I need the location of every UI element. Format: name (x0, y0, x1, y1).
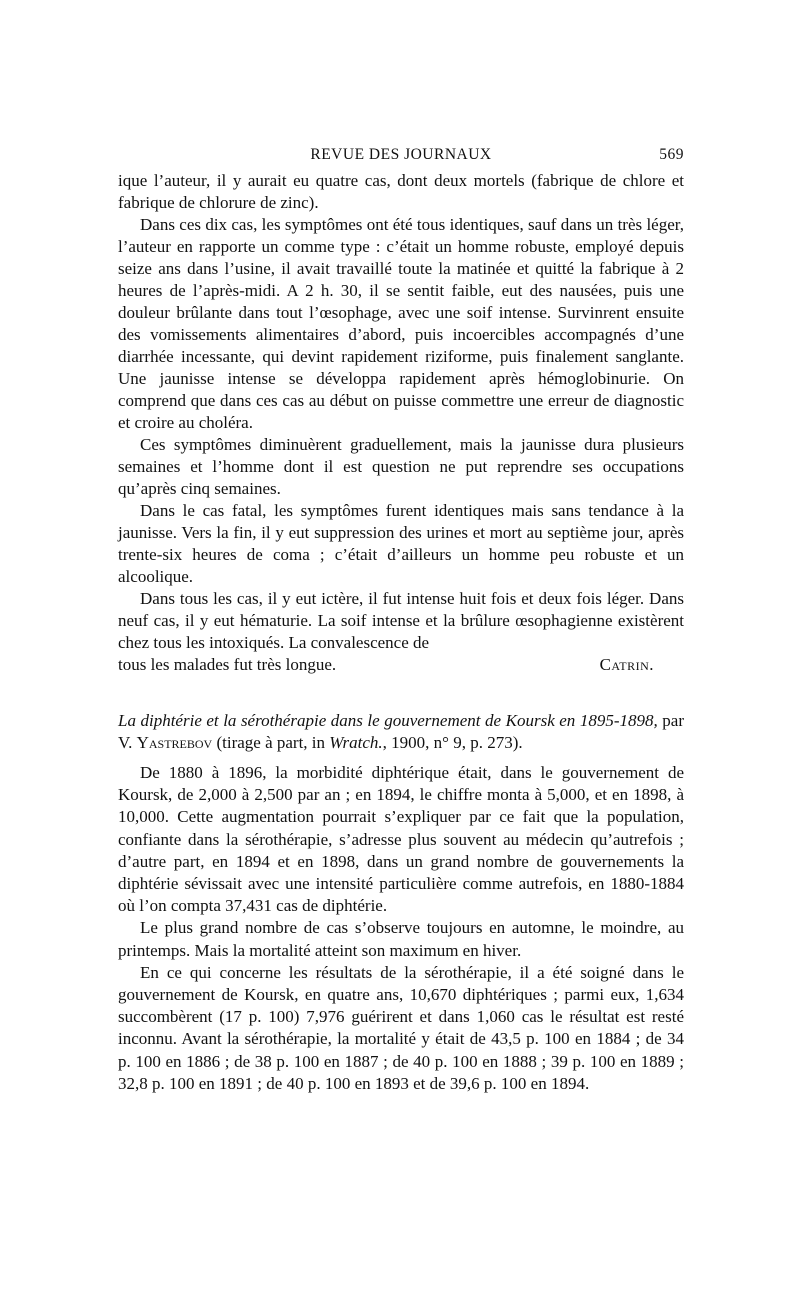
article-title: La diphtérie et la sérothérapie dans le gouvernement de Koursk en 1895-1898, (118, 711, 658, 730)
paragraph: Ces symptômes diminuèrent graduellement, mais la jaunisse dura plusieurs semaines et l’homme dont il est question ne put reprendre ses occupations qu’après cinq semaines. (118, 435, 684, 498)
page-number: 569 (659, 146, 684, 163)
heading-by: par V. (118, 711, 684, 752)
paragraph-end: tous les malades fut très longue. (118, 655, 337, 674)
paragraph: En ce qui concerne les résultats de la sérothérapie, il a été soigné dans le gouvernement de Koursk, en quatre ans, 10,670 diphtériques ; parmi eux, 1,634 succombèrent (17 p. 100) 7,976 guérirent et dans 1,060 cas le résultat est resté inconnu. Avant la sérothérapie, la mortalité y était de 43,5 p. 100 en 1884 ; de 34 p. 100 en 1886 ; de 38 p. 100 en 1887 ; de 40 p. 100 en 1888 ; 39 p. 100 en 1889 ; 32,8 p. 100 en 1891 ; de 40 p. 100 en 1893 et de 39,6 p. 100 en 1894. (118, 962, 684, 1093)
document-page (118, 144, 684, 1095)
journal-name: Wratch. (329, 733, 383, 752)
paragraph: Dans tous les cas, il y eut ictère, il fut intense huit fois et deux fois léger. Dans neuf cas, il y eut hématurie. La soif intense et la brûlure œsophagienne existèrent chez tous les intoxiqués. La convalescence de (118, 589, 684, 652)
article-heading (118, 710, 684, 754)
paragraph: Dans ces dix cas, les symptômes ont été tous identiques, sauf dans un très léger, l’auteur en rapporte un comme type : c’était un homme robuste, employé depuis seize ans dans l’usine, il avait travaillé toute la matinée et quitté la fabrique à 2 heures de l’après-midi. A 2 h. 30, il se sentit faible, eut des nausées, puis une douleur brûlante dans tout l’œsophage, avec une soif intense. Survinrent ensuite des vomissements alimentaires d’abord, puis incoercibles accompagnés d’une diarrhée incessante, qui devint rapidement riziforme, puis finalement sanglante. Une jaunisse intense se développa rapidement après hémoglobinurie. On comprend que dans ces cas au début on puisse commettre une erreur de diagnostic et croire au choléra. (118, 215, 684, 432)
paragraph: Dans le cas fatal, les symptômes furent identiques mais sans tendance à la jaunisse. Vers la fin, il y eut suppression des urines et mort au septième jour, après trente-six heures de coma ; c’était d’ailleurs un homme peu robuste et un alcoolique. (118, 501, 684, 586)
section-gap (118, 676, 684, 710)
running-header (118, 144, 684, 170)
article-diphtheria (118, 710, 684, 1095)
closing-line (118, 654, 684, 676)
paragraph: Le plus grand nombre de cas s’observe toujours en automne, le moindre, au printemps. Mais la mortalité atteint son maximum en hiver. (118, 918, 684, 960)
article-author: Yastrebov (136, 733, 213, 752)
article-catrin (118, 170, 684, 676)
paragraph: ique l’auteur, il y aurait eu quatre cas, dont deux mortels (fabrique de chlore et fabrique de chlorure de zinc). (118, 171, 684, 212)
heading-source: (tirage à part, in (212, 733, 330, 752)
running-title: REVUE DES JOURNAUX (310, 146, 492, 163)
heading-citation: , 1900, n° 9, p. 273). (382, 733, 523, 752)
author-signature: Catrin. (599, 655, 654, 674)
paragraph: De 1880 à 1896, la morbidité diphtérique était, dans le gouvernement de Koursk, de 2,000 à 2,500 par an ; en 1894, le chiffre monta à 5,000, et en 1898, à 10,000. Cette augmentation pourrait s’expliquer par ce fait que la population, confiante dans la sérothérapie, s’adresse plus souvent au médecin qu’autrefois ; d’autre part, en 1894 et en 1898, dans un grand nombre de gouvernements la diphtérie sévissait avec une intensité particulière comme autrefois, en 1880-1884 où l’on compta 37,431 cas de diphtérie. (118, 763, 684, 916)
